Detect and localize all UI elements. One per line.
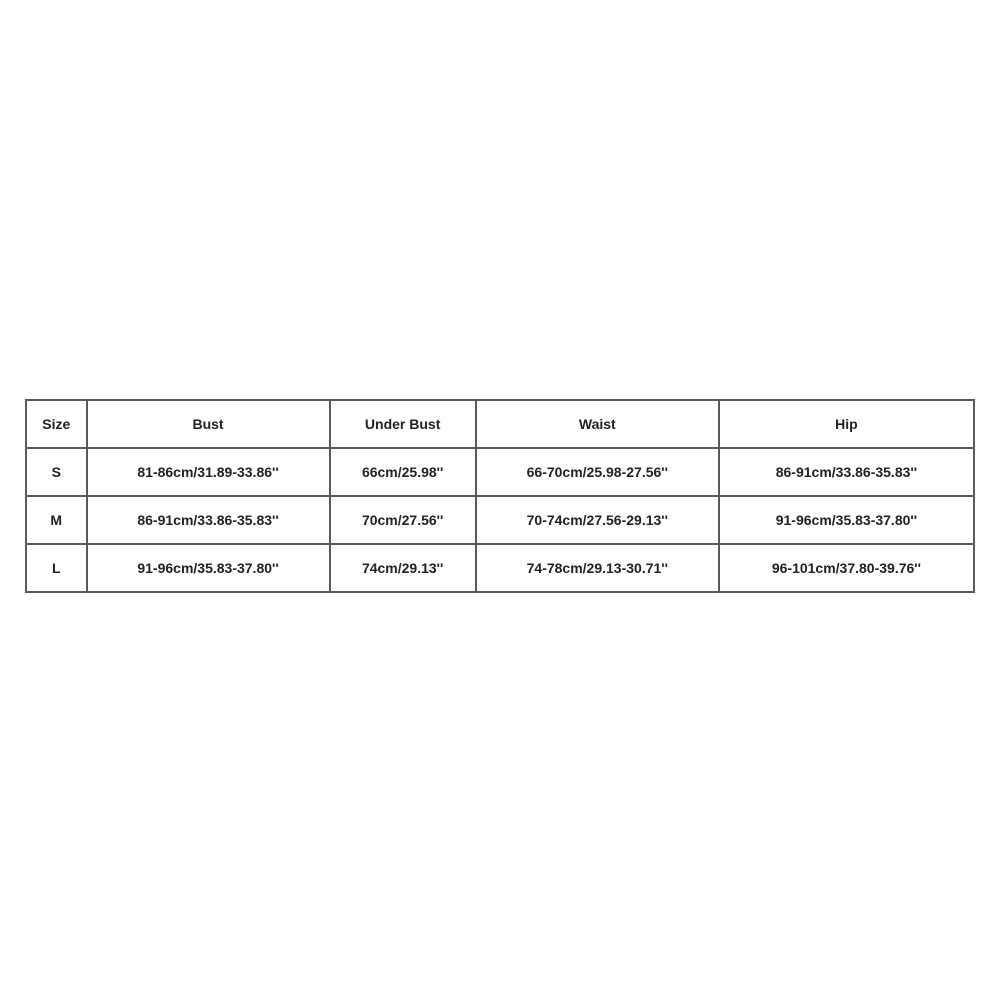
cell-under-bust: 66cm/25.98'' — [330, 448, 476, 496]
cell-size: S — [26, 448, 87, 496]
table-header-row — [26, 400, 974, 448]
size-chart-table — [25, 399, 975, 593]
cell-under-bust: 70cm/27.56'' — [330, 496, 476, 544]
cell-bust: 81-86cm/31.89-33.86'' — [87, 448, 330, 496]
cell-waist: 66-70cm/25.98-27.56'' — [476, 448, 719, 496]
cell-hip: 96-101cm/37.80-39.76'' — [719, 544, 974, 592]
cell-waist: 74-78cm/29.13-30.71'' — [476, 544, 719, 592]
header-bust: Bust — [87, 400, 330, 448]
cell-bust: 91-96cm/35.83-37.80'' — [87, 544, 330, 592]
header-under-bust: Under Bust — [330, 400, 476, 448]
table-row — [26, 496, 974, 544]
table-row — [26, 544, 974, 592]
cell-size: L — [26, 544, 87, 592]
header-size: Size — [26, 400, 87, 448]
cell-waist: 70-74cm/27.56-29.13'' — [476, 496, 719, 544]
cell-hip: 91-96cm/35.83-37.80'' — [719, 496, 974, 544]
cell-under-bust: 74cm/29.13'' — [330, 544, 476, 592]
cell-hip: 86-91cm/33.86-35.83'' — [719, 448, 974, 496]
header-hip: Hip — [719, 400, 974, 448]
cell-bust: 86-91cm/33.86-35.83'' — [87, 496, 330, 544]
header-waist: Waist — [476, 400, 719, 448]
table-row — [26, 448, 974, 496]
cell-size: M — [26, 496, 87, 544]
